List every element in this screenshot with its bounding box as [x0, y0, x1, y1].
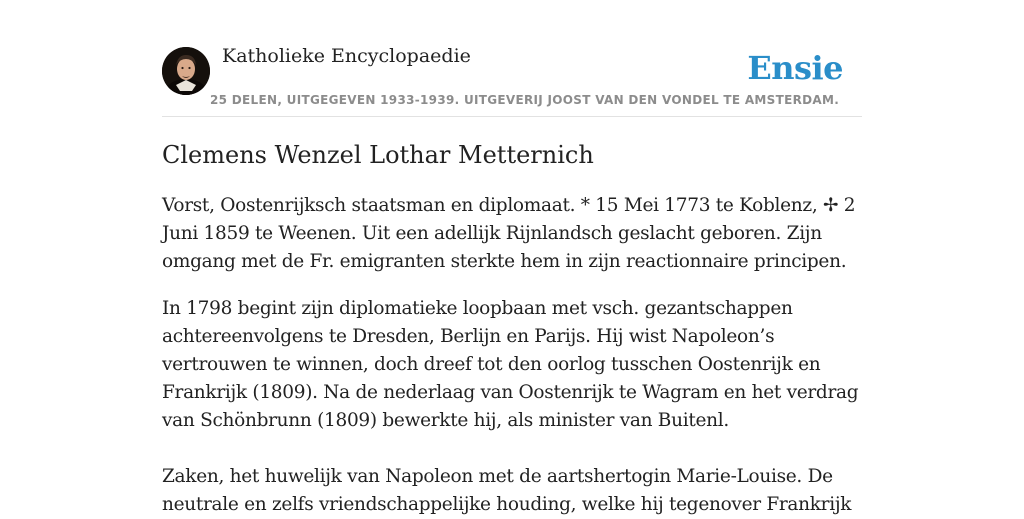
article-paragraph: Zaken, het huwelijk van Napoleon met de aartshertogin Marie-Louise. De neutrale en zelfs vriendschappelijke houding, welke hij tegenover Frankrijk — [162, 466, 852, 515]
article-paragraph: Vorst, Oostenrijksch staatsman en diplomaat. * 15 Mei 1773 te Koblenz, ✢ 2 Juni 1859 te Weenen. Uit een adellijk Rijnlandsch geslacht geboren. Zijn omgang met de Fr. emigranten sterkte hem in zijn reactionnaire principen. — [162, 195, 856, 272]
site-subtitle: 25 DELEN, UITGEGEVEN 1933-1939. UITGEVERIJ JOOST VAN DEN VONDEL TE AMSTERDAM. — [210, 93, 840, 107]
site-title[interactable]: Katholieke Encyclopaedie — [222, 45, 471, 67]
site-header — [162, 0, 862, 117]
brand-logo[interactable]: Ensie — [747, 49, 843, 87]
article-paragraph: In 1798 begint zijn diplomatieke loopbaan met vsch. gezantschappen achtereenvolgens te Dresden, Berlijn en Parijs. Hij wist Napoleon’s vertrouwen te winnen, doch dreef tot den oorlog tusschen Oostenrijk en Frankrijk (1809). Na de nederlaag van Oostenrijk te Wagram en het verdrag van Schönbrunn (1809) bewerkte hij, als minister van Buitenl. — [162, 298, 859, 431]
article-title: Clemens Wenzel Lothar Metternich — [162, 141, 594, 169]
article — [162, 140, 862, 519]
portrait-avatar-icon[interactable] — [162, 47, 210, 95]
